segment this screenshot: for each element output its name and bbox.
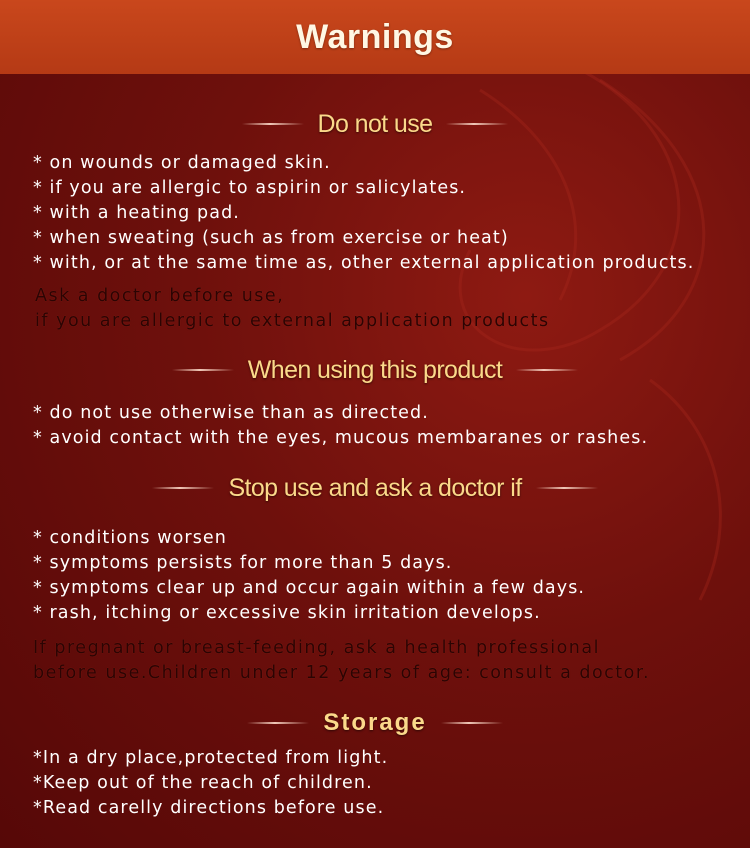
heading-when-using <box>0 350 750 390</box>
heading-divider-left <box>242 123 304 125</box>
heading-divider-right <box>446 123 508 125</box>
heading-stop-use <box>0 468 750 508</box>
page-title: Warnings <box>296 17 454 56</box>
heading-text: Stop use and ask a doctor if <box>228 473 522 502</box>
list-item: * with a heating pad. <box>33 203 240 223</box>
list-item: * if you are allergic to aspirin or salicylates. <box>33 178 467 198</box>
list-item: * do not use otherwise than as directed. <box>33 403 429 423</box>
heading-text: Storage <box>323 709 427 736</box>
note-line: Ask a doctor before use, <box>35 286 285 306</box>
heading-text: Do not use <box>317 109 433 138</box>
warnings-header <box>0 0 750 74</box>
list-item: *Keep out of the reach of children. <box>33 773 373 793</box>
storage-list <box>33 746 388 821</box>
heading-divider-left <box>247 722 309 724</box>
heading-divider-left <box>152 487 214 489</box>
ask-doctor-note <box>35 284 550 334</box>
when-using-list <box>33 401 648 451</box>
note-line: if you are allergic to external application products <box>35 311 550 331</box>
do-not-use-list <box>33 151 694 276</box>
list-item: * on wounds or damaged skin. <box>33 153 331 173</box>
list-item: * symptoms clear up and occur again within a few days. <box>33 578 586 598</box>
heading-divider-right <box>441 722 503 724</box>
list-item: * symptoms persists for more than 5 days. <box>33 553 453 573</box>
list-item: *In a dry place,protected from light. <box>33 748 389 768</box>
list-item: *Read carelly directions before use. <box>33 798 385 818</box>
list-item: * with, or at the same time as, other external application products. <box>33 253 695 273</box>
heading-divider-right <box>516 369 578 371</box>
list-item: * when sweating (such as from exercise or heat) <box>33 228 509 248</box>
note-line: If pregnant or breast-feeding, ask a health professional <box>33 638 600 658</box>
list-item: * avoid contact with the eyes, mucous membaranes or rashes. <box>33 428 649 448</box>
heading-divider-left <box>172 369 234 371</box>
list-item: * rash, itching or excessive skin irritation develops. <box>33 603 541 623</box>
heading-text: When using this product <box>247 355 503 384</box>
stop-use-list <box>33 526 585 626</box>
list-item: * conditions worsen <box>33 528 227 548</box>
pregnancy-note <box>33 636 650 686</box>
note-line: before use.Children under 12 years of age: consult a doctor. <box>33 663 651 683</box>
heading-storage <box>0 703 750 743</box>
heading-divider-right <box>536 487 598 489</box>
heading-do-not-use <box>0 104 750 144</box>
